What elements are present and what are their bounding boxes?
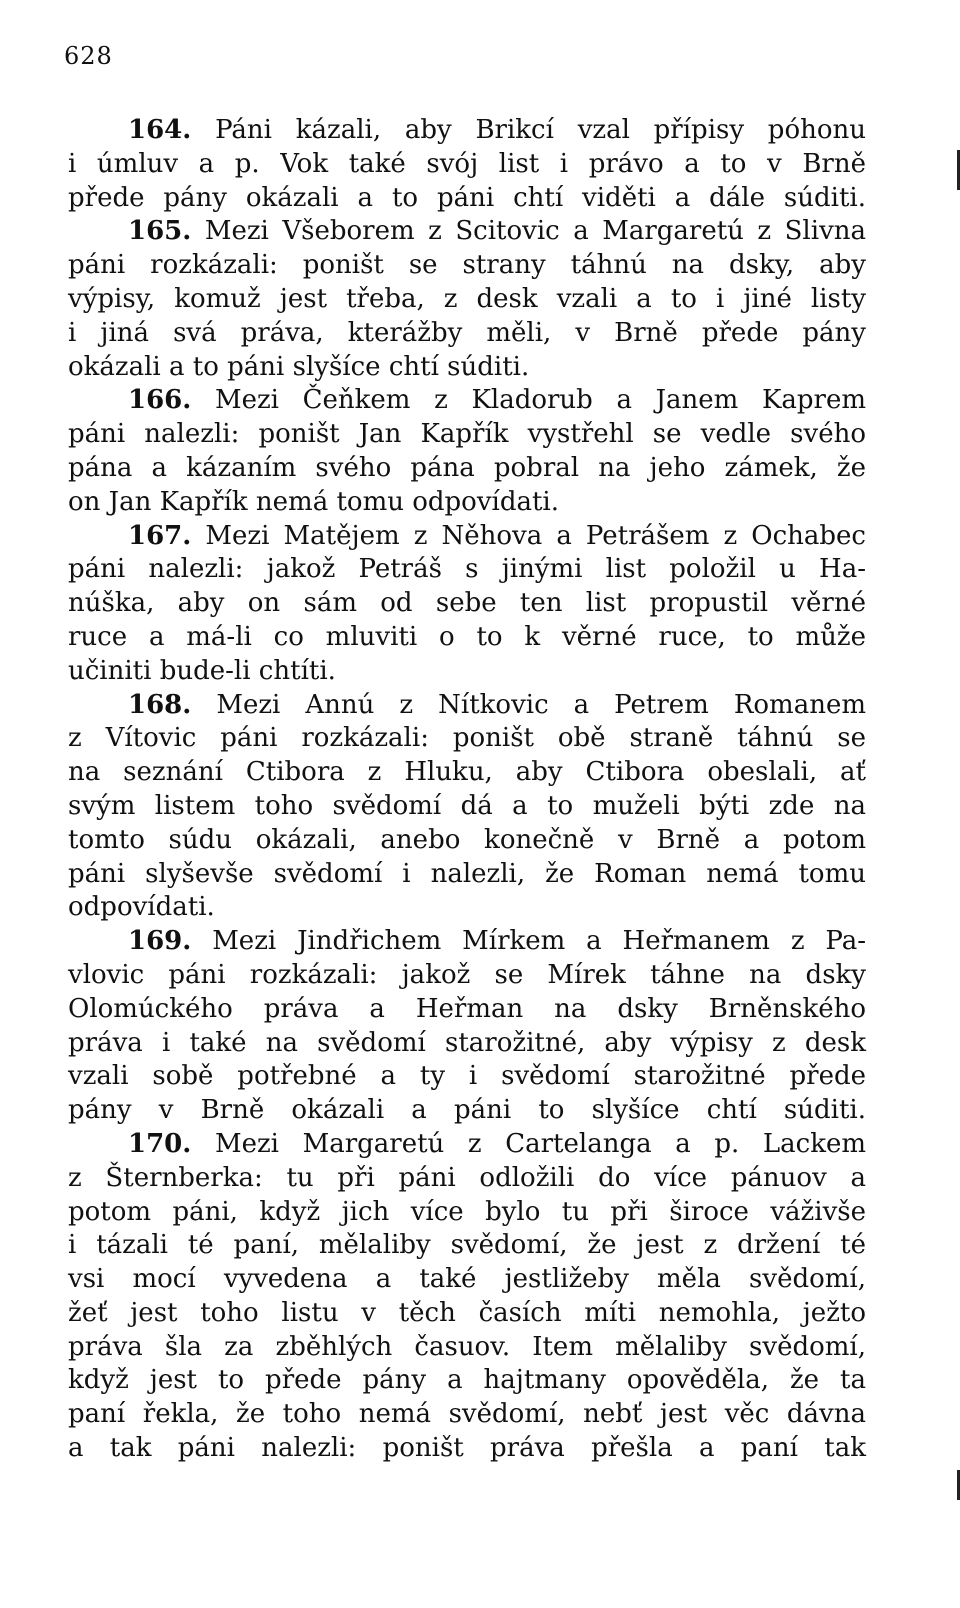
line-text: i úmluv a p. Vok také svój list i právo a to v Brně <box>68 148 866 179</box>
text-line <box>68 249 866 283</box>
line-text: na seznání Ctibora z Hluku, aby Ctibora obeslali, ať <box>68 757 866 788</box>
text-line <box>68 283 866 317</box>
line-text: vlovic páni rozkázali: jakož se Mírek táhne na dsky <box>68 959 866 990</box>
line-text: paní řekla, že toho nemá svědomí, nebť jest věc dávna <box>68 1399 866 1430</box>
line-text: i tázali té paní, mělaliby svědomí, že jest z držení té <box>68 1230 866 1261</box>
text-line <box>68 756 866 790</box>
text-line <box>68 621 866 655</box>
line-text: přede pány okázali a to páni chtí viděti a dále súditi. <box>68 182 866 213</box>
text-line <box>68 959 866 993</box>
line-text: vsi mocí vyvedena a také jestližeby měla svědomí, <box>68 1264 866 1295</box>
line-text: učiniti bude-li chtíti. <box>68 655 336 686</box>
line-text: pána a kázaním svého pána pobral na jeho zámek, že <box>68 452 866 483</box>
line-text: a tak páni nalezli: poništ práva přešla a paní tak <box>68 1433 866 1464</box>
text-line <box>68 520 866 554</box>
text-line <box>68 824 866 858</box>
text-line <box>68 1060 866 1094</box>
text-line <box>68 1398 866 1432</box>
text-line <box>68 1229 866 1263</box>
line-text: Mezi Jindřichem Mírkem a Heřmanem z Pa- <box>191 926 866 957</box>
text-line <box>68 1128 866 1162</box>
text-line <box>68 1162 866 1196</box>
text-line <box>68 1094 866 1128</box>
text-line <box>68 182 866 216</box>
text-line <box>68 452 866 486</box>
text-line <box>68 215 866 249</box>
text-line <box>68 858 866 892</box>
text-line <box>68 486 866 520</box>
line-text: ruce a má-li co mluviti o to k věrné ruce, to může <box>68 621 866 652</box>
text-line <box>68 114 866 148</box>
line-text: Mezi Matějem z Něhova a Petrášem z Ochabec <box>191 520 866 551</box>
line-text: páni rozkázali: poništ se strany táhnú na dsky, aby <box>68 250 866 281</box>
text-line <box>68 317 866 351</box>
text-line <box>68 1432 866 1466</box>
text-line <box>68 587 866 621</box>
text-line <box>68 1027 866 1061</box>
text-line <box>68 1331 866 1365</box>
line-text: Olomúckého práva a Heřman na dsky Brněnského <box>68 993 866 1024</box>
text-line <box>68 1297 866 1331</box>
section-number: 168. <box>128 689 192 720</box>
line-text: páni slyševše svědomí i nalezli, že Roman nemá tomu <box>68 858 866 889</box>
line-text: okázali a to páni slyšíce chtí súditi. <box>68 351 530 382</box>
line-text: Mezi Margaretú z Cartelanga a p. Lackem <box>191 1128 866 1159</box>
section-number: 167. <box>128 520 192 551</box>
body-text <box>68 114 866 1466</box>
line-text: odpovídati. <box>68 892 215 923</box>
line-text: když jest to přede pány a hajtmany opověděla, že ta <box>68 1365 866 1396</box>
text-line <box>68 925 866 959</box>
line-text: práva šla za zběhlých časuov. Item mělaliby svědomí, <box>68 1331 866 1362</box>
text-line <box>68 891 866 925</box>
line-text: i jiná svá práva, kterážby měli, v Brně přede pány <box>68 317 866 348</box>
line-text: potom páni, když jich více bylo tu při široce váživše <box>68 1196 866 1227</box>
section-number: 169. <box>128 926 192 957</box>
line-text: páni nalezli: jakož Petráš s jinými list položil u Ha- <box>68 554 866 585</box>
line-text: z Vítovic páni rozkázali: poništ obě straně táhnú se <box>68 723 866 754</box>
section-number: 166. <box>128 385 192 416</box>
section-number: 164. <box>128 115 192 145</box>
section-number: 170. <box>128 1128 192 1159</box>
text-line <box>68 384 866 418</box>
text-line <box>68 148 866 182</box>
text-line <box>68 655 866 689</box>
text-line <box>68 722 866 756</box>
line-text: z Šternberka: tu při páni odložili do více pánuov a <box>68 1162 866 1193</box>
line-text: tomto súdu okázali, anebo konečně v Brně a potom <box>68 824 866 855</box>
line-text: Mezi Všeborem z Scitovic a Margaretú z Slivna <box>191 216 866 247</box>
text-line <box>68 689 866 723</box>
line-text: páni nalezli: poništ Jan Kapřík vystřehl se vedle svého <box>68 419 866 450</box>
line-text: pány v Brně okázali a páni to slyšíce chtí súditi. <box>68 1095 866 1126</box>
page-number: 628 <box>64 42 113 70</box>
line-text: Mezi Annú z Nítkovic a Petrem Romanem <box>191 689 866 720</box>
line-text: výpisy, komuž jest třeba, z desk vzali a to i jiné listy <box>68 283 866 314</box>
line-text: žeť jest toho listu v těch časích míti nemohla, ježto <box>68 1297 866 1328</box>
text-line <box>68 1196 866 1230</box>
line-text: práva i také na svědomí starožitné, aby výpisy z desk <box>68 1027 866 1058</box>
line-text: Páni kázali, aby Brikcí vzal přípisy póhonu <box>191 115 866 145</box>
line-text: núška, aby on sám od sebe ten list propustil věrné <box>68 588 866 619</box>
line-text: vzali sobě potřebné a ty i svědomí starožitné přede <box>68 1061 866 1092</box>
text-line <box>68 418 866 452</box>
line-text: Mezi Čeňkem z Kladorub a Janem Kaprem <box>191 385 866 416</box>
text-line <box>68 1364 866 1398</box>
text-line <box>68 790 866 824</box>
section-number: 165. <box>128 216 192 247</box>
line-text: on Jan Kapřík nemá tomu odpovídati. <box>68 486 560 517</box>
line-text: svým listem toho svědomí dá a to muželi býti zde na <box>68 790 866 821</box>
text-line <box>68 993 866 1027</box>
text-line <box>68 553 866 587</box>
text-line <box>68 1263 866 1297</box>
text-line <box>68 351 866 385</box>
